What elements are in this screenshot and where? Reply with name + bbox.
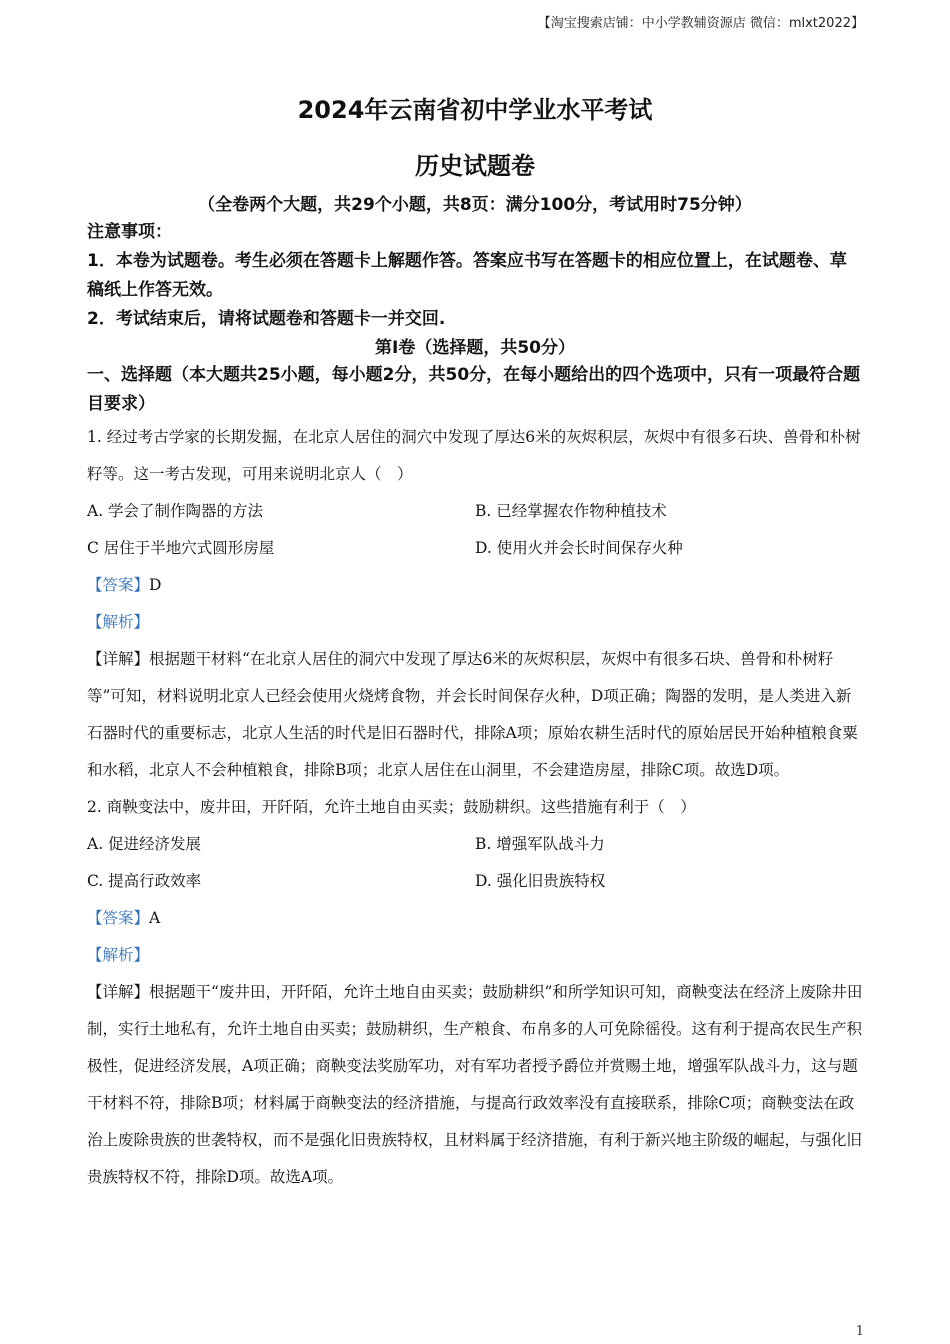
- option-b: B. 增强军队战斗力: [475, 835, 605, 853]
- analysis-label: 【解析】: [87, 613, 150, 631]
- question-stem: 1. 经过考古学家的长期发掘，在北京人居住的洞穴中发现了厚达6米的灰烬积层，灰烬中有很多石块、兽骨和朴树籽等。这一考古发现，可用来说明北京人（ ）: [87, 428, 861, 483]
- option-a: A. 促进经济发展: [87, 835, 202, 853]
- exam-title: 2024年云南省初中学业水平考试: [297, 96, 653, 124]
- option-b: B. 已经掌握农作物种植技术: [475, 502, 667, 520]
- option-a: A. 学会了制作陶器的方法: [87, 502, 264, 520]
- section-title: 第Ⅰ卷（选择题，共50分）: [375, 338, 575, 358]
- question-stem: 2. 商鞅变法中，废井田，开阡陌，允许土地自由买卖；鼓励耕织。这些措施有利于（ ）: [87, 798, 696, 816]
- detail-label: 【详解】: [87, 983, 150, 1001]
- detail-text: 根据题干材料“在北京人居住的洞穴中发现了厚达6米的灰烬积层，灰烬中有很多石块、兽骨和朴树籽等”可知，材料说明北京人已经会使用火烧烤食物，并会长时间保存火种，D项正确；陶器的发明，是人类进入新石器时代的重要标志，北京人生活的时代是旧石器时代，排除A项；原始农耕生活时代的原始居民开始种植粮食粟和水稻，北京人不会种植粮食，排除B项；北京人居住在山洞里，不会建造房屋，排除C项。故选D项。: [87, 650, 858, 779]
- header-note: 【淘宝搜索店铺：中小学教辅资源店 微信：mlxt2022】: [537, 16, 864, 31]
- option-d: D. 使用火并会长时间保存火种: [475, 539, 683, 557]
- answer-label: 【答案】: [87, 909, 150, 927]
- options: [87, 826, 863, 900]
- answer-value: A: [149, 909, 161, 927]
- answer-value: D: [149, 576, 162, 594]
- exam-info: （全卷两个大题，共29个小题，共8页：满分100分，考试用时75分钟）: [198, 195, 752, 215]
- answer-label: 【答案】: [87, 576, 150, 594]
- exam-subtitle: 历史试题卷: [415, 152, 535, 180]
- detail-text: 根据题干“废井田，开阡陌，允许土地自由买卖；鼓励耕织”和所学知识可知，商鞅变法在经济上废除井田制，实行土地私有，允许土地自由买卖；鼓励耕织，生产粮食、布帛多的人可免除徭役。这有利于提高农民生产积极性，促进经济发展，A项正确；商鞅变法奖励军功，对有军功者授予爵位并赏赐土地，增强军队战斗力，这与题干材料不符，排除B项；材料属于商鞅变法的经济措施，与提高行政效率没有直接联系，排除C项；商鞅变法在政治上废除贵族的世袭特权，而不是强化旧贵族特权，且材料属于经济措施，有利于新兴地主阶级的崛起，与强化旧贵族特权不符，排除D项。故选A项。: [87, 983, 863, 1186]
- note-item: 1．本卷为试题卷。考生必须在答题卡上解题作答。答案应书写在答题卡的相应位置上，在试题卷、草稿纸上作答无效。: [87, 251, 847, 300]
- part-heading: 一、选择题（本大题共25小题，每小题2分，共50分，在每小题给出的四个选项中，只有一项最符合题目要求）: [87, 365, 861, 414]
- note-item: 2．考试结束后，请将试题卷和答题卡一并交回.: [87, 309, 446, 329]
- question-area: [87, 361, 863, 1196]
- question-1: [87, 419, 863, 789]
- notes-heading: 注意事项：: [87, 222, 172, 242]
- question-2: [87, 789, 863, 1196]
- options: [87, 493, 863, 567]
- answer-line: [87, 567, 863, 604]
- page-number: 1: [855, 1324, 864, 1339]
- detail-label: 【详解】: [87, 650, 150, 668]
- detail-paragraph: [87, 974, 863, 1196]
- option-c: C 居住于半地穴式圆形房屋: [87, 539, 275, 557]
- detail-paragraph: [87, 641, 863, 789]
- notes-section: [87, 218, 863, 334]
- analysis-label: 【解析】: [87, 946, 150, 964]
- option-c: C. 提高行政效率: [87, 872, 202, 890]
- option-d: D. 强化旧贵族特权: [475, 872, 606, 890]
- answer-line: [87, 900, 863, 937]
